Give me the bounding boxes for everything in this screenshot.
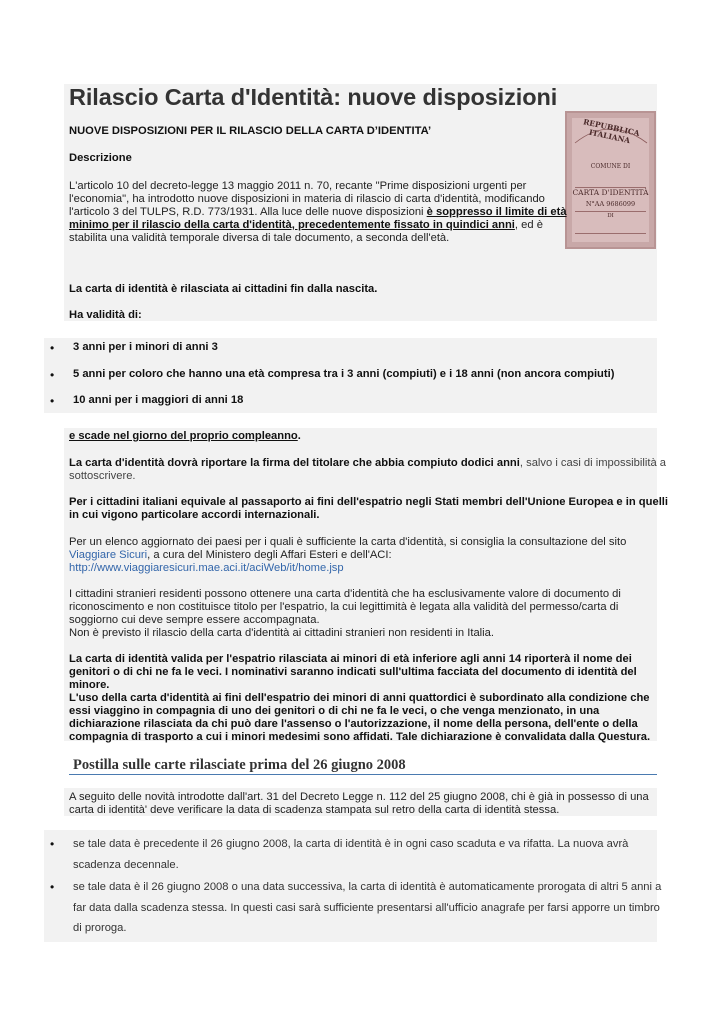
- description-heading: Descrizione: [69, 152, 132, 164]
- intro-line: [69, 219, 559, 232]
- intro-line: l'economia", ha introdotto nuove disposizioni in materia di rilascio di carta d'identità, modificando: [69, 193, 545, 205]
- bullet-icon: •: [50, 341, 55, 355]
- intro-bold-1: è soppresso il limite di età: [426, 206, 567, 218]
- signature-rest: , salvo i casi di impossibilità a: [519, 457, 667, 469]
- passport-line: in cui vigono particolare accordi internazionali.: [69, 509, 320, 521]
- countries-paragraph: [69, 536, 659, 575]
- intro-after-bold: , ed è: [514, 219, 543, 231]
- signature-paragraph: [69, 457, 667, 483]
- card-line-number: N°AA 9686099: [585, 200, 636, 208]
- minors-line: minore.: [69, 679, 110, 691]
- postilla-intro-line: carta di identità' deve verificare la data di scadenza stampata sul retro della carta di identità stessa.: [69, 804, 560, 816]
- postilla-item-line: scadenza decennale.: [73, 859, 179, 871]
- validity-item-text: 5 anni per coloro che hanno una età compresa tra i 3 anni (compiuti) e i 18 anni (non ancora compiuti): [73, 368, 615, 380]
- postilla-item-text: [73, 834, 657, 876]
- viaggiare-sicuri-link[interactable]: Viaggiare Sicuri: [69, 549, 148, 561]
- validity-item-text: 10 anni per i maggiori di anni 18: [73, 394, 244, 406]
- postilla-item-line: di proroga.: [73, 922, 127, 934]
- postilla-heading: Postilla sulle carte rilasciate prima del 26 giugno 2008: [69, 757, 657, 775]
- bullet-icon: •: [50, 837, 55, 851]
- validity-heading: Ha validità di:: [69, 309, 142, 321]
- passport-line: Per i cittadini italiani equivale al passaporto ai fini dell'espatrio negli Stati membri dell'Unione Europea e in quelli: [69, 496, 669, 508]
- bullet-icon: •: [50, 368, 55, 382]
- minors-line: essi viaggino in compagnia di uno dei genitori o di chi ne fa le veci, o che venga menzionato, in una: [69, 705, 600, 717]
- intro-bold-2: minimo per il rilascio della carta d'identità, precedentemente fissato in quindici anni: [69, 219, 515, 231]
- expiry-bold: e scade nel giorno del proprio compleanno: [69, 430, 298, 442]
- postilla-intro-line: A seguito delle novità introdotte dall'art. 31 del Decreto Legge n. 112 del 25 giugno 2008, chi è già in possesso di una: [69, 791, 649, 803]
- card-line-republic: REPUBBLICA ITALIANA: [582, 117, 641, 146]
- minors-line: dichiarazione rilasciata da chi può dare l'assenso o l'autorizzazione, il nome della persona, dell'ente o della: [69, 718, 638, 730]
- postilla-intro: [69, 791, 659, 817]
- countries-line: [69, 549, 659, 562]
- foreigners-line: riconoscimento e non costituisce titolo per l'espatrio, la cui legittimità è legata alla validità del permesso/carta di: [69, 601, 619, 613]
- identity-card-image: [565, 111, 656, 249]
- minors-paragraph: [69, 653, 664, 744]
- intro-line-text: l'articolo 3 del TULPS, R.D. 773/1931. Alla luce delle nuove disposizioni: [69, 206, 427, 218]
- minors-line: genitori o di chi ne fa le veci. I nominativi saranno indicati sull'ultima facciata del documento di identità del: [69, 666, 637, 678]
- foreigners-line: soggiorno cui deve sempre essere accompagnata.: [69, 614, 320, 626]
- countries-line: Per un elenco aggiornato dei paesi per i quali è sufficiente la carta d'identità, si consiglia la consultazione del sito: [69, 536, 627, 548]
- page-subtitle: NUOVE DISPOSIZIONI PER IL RILASCIO DELLA CARTA D’IDENTITA’: [69, 125, 432, 137]
- passport-paragraph: [69, 496, 669, 522]
- minors-line: L'uso della carta d'identità ai fini dell'espatrio dei minori di anni quattordici è subordinato alla condizione che: [69, 692, 650, 704]
- signature-bold: La carta d'identità dovrà riportare la firma del titolare che abbia compiuto dodici anni: [69, 457, 520, 469]
- intro-paragraph: [69, 180, 567, 245]
- minors-line: La carta di identità valida per l'espatrio rilasciata ai minori di età inferiore agli anni 14 riporterà il nome dei: [69, 653, 632, 665]
- countries-line-rest: , a cura del Ministero degli Affari Esteri e dell'ACI:: [147, 549, 392, 561]
- intro-line: stabilita una validità temporale diversa di tale documento, a seconda dell'età.: [69, 232, 450, 244]
- card-line-comune: COMUNE DI: [590, 163, 631, 170]
- bullet-icon: •: [50, 394, 55, 408]
- foreigners-line: Non è previsto il rilascio della carta d'identità ai cittadini stranieri non residenti in Italia.: [69, 627, 494, 639]
- expiry-text: [69, 430, 301, 443]
- expiry-dot: .: [297, 430, 301, 442]
- card-line-carta: CARTA D'IDENTITÀ: [572, 188, 649, 197]
- signature-line2: sottoscrivere.: [69, 470, 136, 482]
- postilla-item-line: se tale data è precedente il 26 giugno 2008, la carta di identità è in ogni caso scaduta e va rifatta. La nuova avrà: [73, 838, 629, 850]
- bullet-icon: •: [50, 880, 55, 894]
- postilla-item-text: [73, 877, 662, 939]
- intro-line: [69, 206, 567, 219]
- foreigners-paragraph: [69, 588, 659, 640]
- page-title: Rilascio Carta d'Identità: nuove disposizioni: [69, 84, 558, 110]
- intro-line: L'articolo 10 del decreto-legge 13 maggio 2011 n. 70, recante "Prime disposizioni urgenti per: [69, 180, 527, 192]
- minors-line: compagnia di trasporto a cui i minori medesimi sono affidati. Tale dichiarazione è convalidata dalla Questura.: [69, 731, 651, 743]
- postilla-item-line: se tale data è il 26 giugno 2008 o una data successiva, la carta di identità è automaticamente prorogata di altri 5 anni a: [73, 881, 662, 893]
- since-birth-text: La carta di identità è rilasciata ai cittadini fin dalla nascita.: [69, 283, 378, 295]
- validity-item-text: 3 anni per i minori di anni 3: [73, 341, 218, 353]
- viaggiare-sicuri-url-link[interactable]: http://www.viaggiaresicuri.mae.aci.it/aciWeb/it/home.jsp: [69, 562, 344, 574]
- signature-line: [69, 457, 667, 470]
- postilla-item-line: far data dalla scadenza stessa. In questi casi sarà sufficiente presentarsi all'ufficio anagrafe per farsi apporre un timbro: [73, 901, 660, 914]
- card-line-di: DI: [607, 213, 614, 219]
- foreigners-line: I cittadini stranieri residenti possono ottenere una carta d'identità che ha esclusivamente valore di documento di: [69, 588, 621, 600]
